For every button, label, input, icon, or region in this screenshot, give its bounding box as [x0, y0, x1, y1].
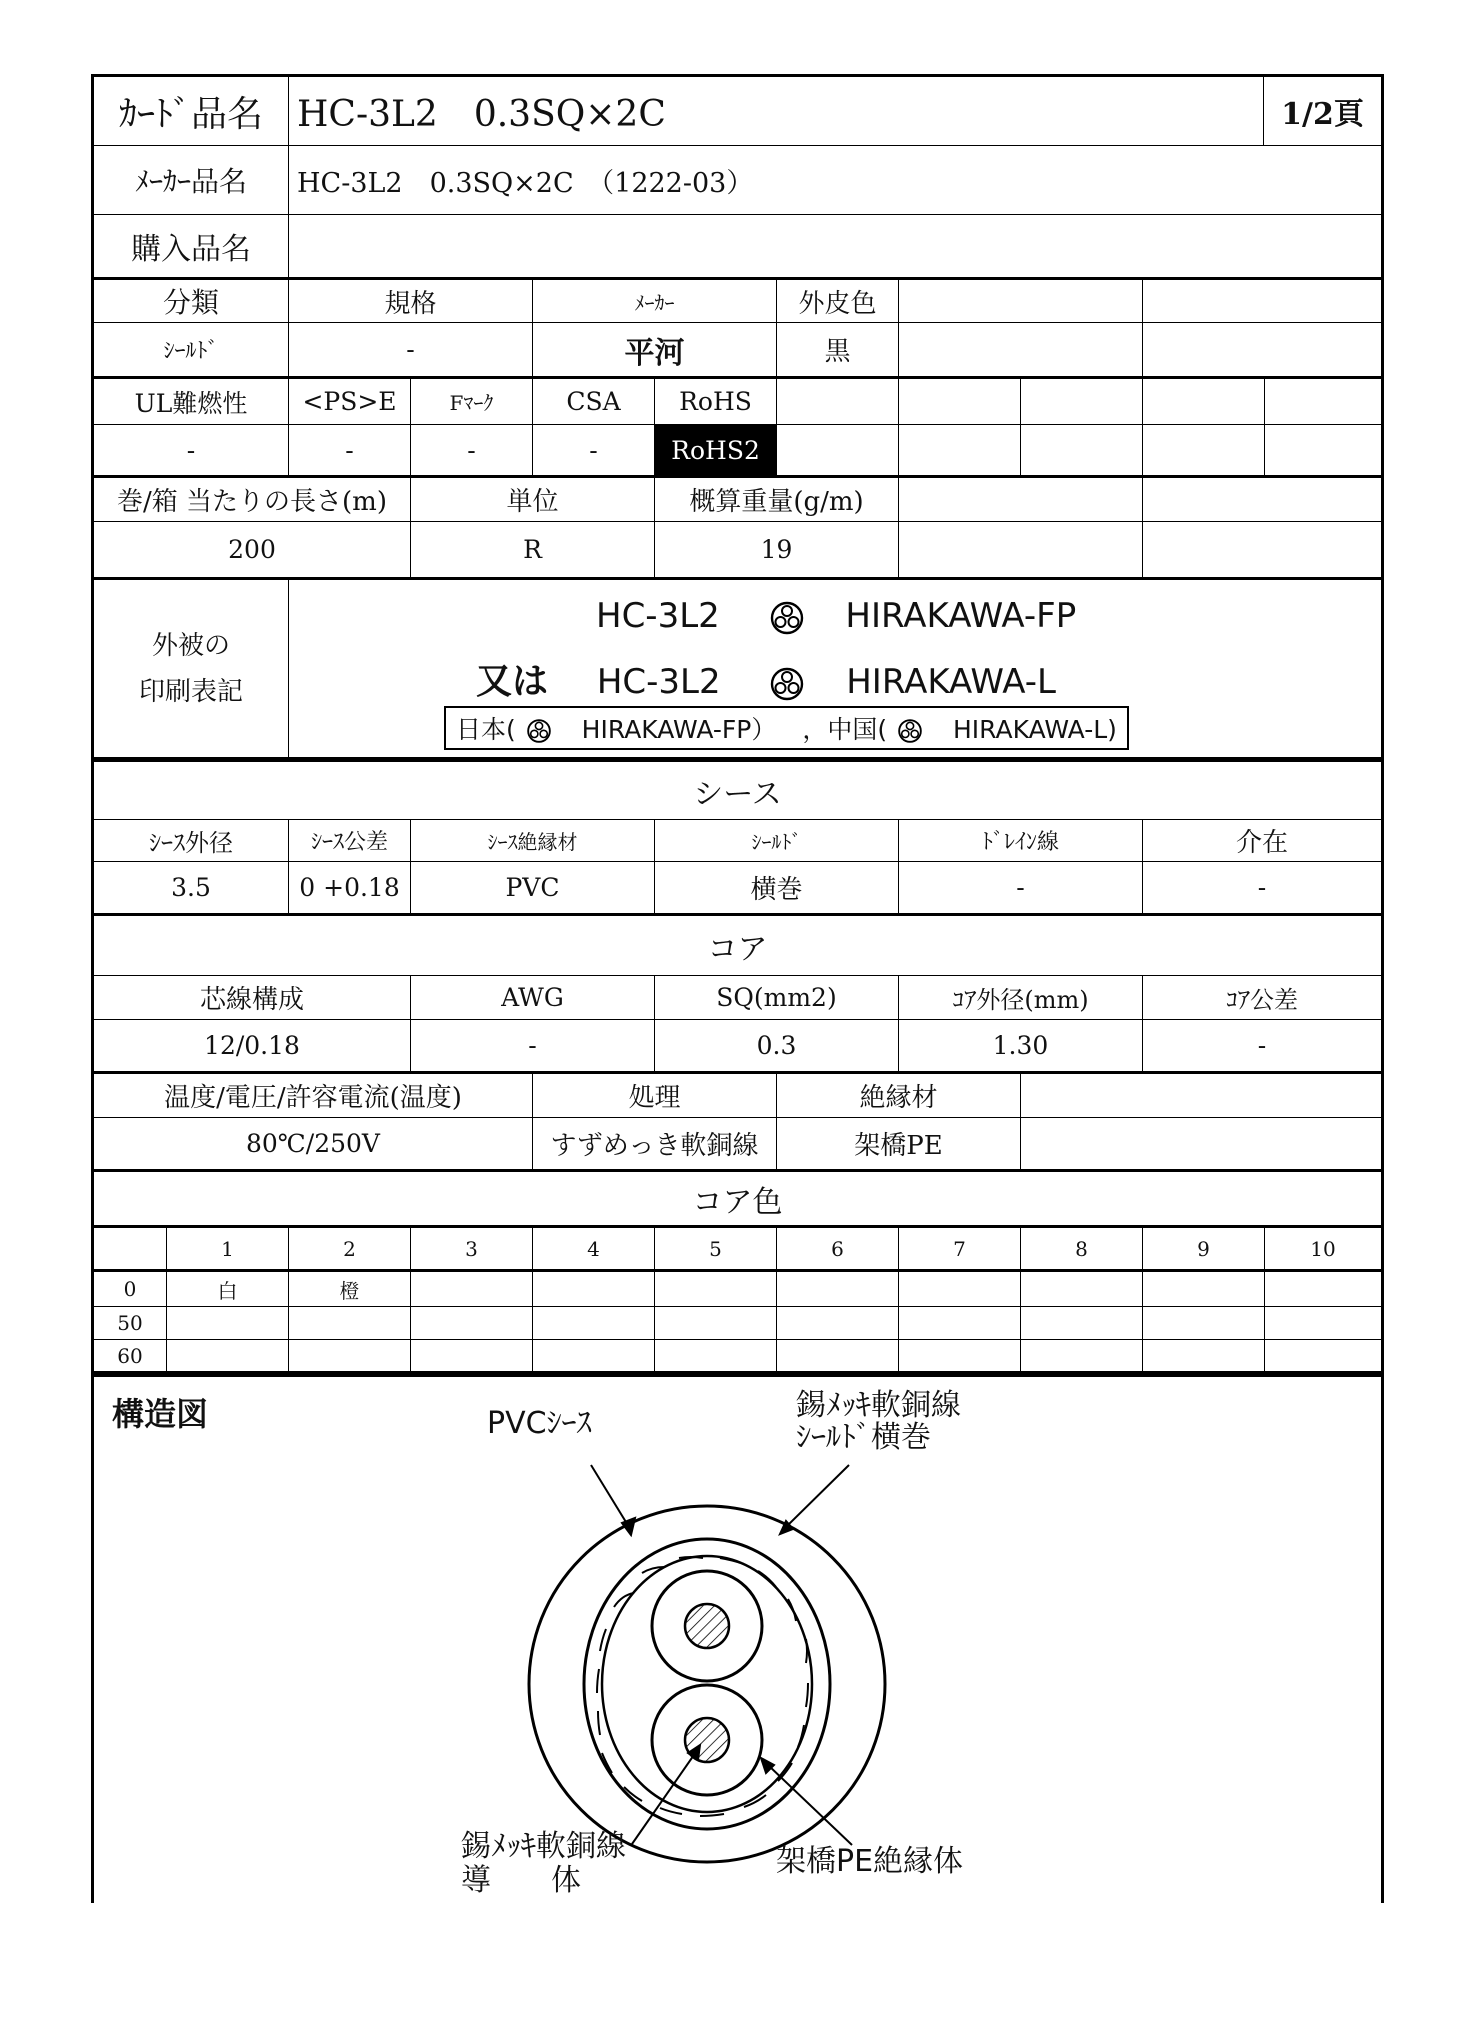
printing-or: 又は: [476, 661, 549, 702]
core-color-cell: [167, 1340, 289, 1374]
unit-value: R: [411, 522, 655, 578]
empty-cell: [777, 379, 899, 425]
temperature-header: 温度/電圧/許容電流(温度): [94, 1074, 533, 1118]
core-color-cell: [1021, 1272, 1143, 1307]
printing-model-2: HC-3L2: [596, 662, 721, 702]
empty-cell: [1021, 425, 1143, 478]
core-color-cell: [777, 1307, 899, 1340]
printing-japan-brand: HIRAKAWA-FP）: [581, 715, 777, 744]
weight-header: 概算重量(g/m): [655, 478, 899, 522]
core-header-row: [91, 976, 1384, 1020]
shield-header: ｼｰﾙﾄﾞ: [655, 820, 899, 862]
core-color-cell: [655, 1307, 777, 1340]
printing-line1: [596, 596, 1076, 636]
structure-diagram: [91, 1374, 1384, 1903]
card-name-label: ｶｰﾄﾞ品名: [94, 77, 289, 146]
treatment-value: すずめっき軟銅線: [533, 1118, 777, 1172]
temperature-header-row: [91, 1074, 1384, 1118]
classification-header-row: [91, 280, 1384, 323]
pse-mark-icon: [897, 718, 923, 744]
purchase-name-label: 購入品名: [94, 215, 289, 280]
core-title: コア: [94, 916, 1381, 976]
core-color-cell: [411, 1272, 533, 1307]
pse-mark-icon: [526, 718, 552, 744]
sheath-title-row: [91, 760, 1384, 820]
standard-header: 規格: [289, 280, 533, 323]
empty-cell: [1143, 323, 1381, 379]
core-color-title-row: [91, 1172, 1384, 1228]
awg-header: AWG: [411, 976, 655, 1020]
card-name-row: [91, 74, 1384, 146]
filler-value: -: [1143, 862, 1381, 916]
core-color-cell: [289, 1307, 411, 1340]
label-pvc-sheath: PVCｼｰｽ: [487, 1406, 592, 1441]
printing-label-line2: 印刷表記: [138, 676, 243, 707]
label-shield-line2: ｼｰﾙﾄﾞ横巻: [796, 1420, 931, 1455]
label-shield-line1: 錫ﾒｯｷ軟銅線: [796, 1388, 961, 1423]
core-title-row: [91, 916, 1384, 976]
core-od-header: ｺｱ外径(mm): [899, 976, 1143, 1020]
f-mark-value: -: [411, 425, 533, 478]
strand-value: 12/0.18: [94, 1020, 411, 1074]
rohs-header: RoHS: [655, 379, 777, 425]
cable-cross-section: [94, 1377, 1381, 1903]
sheath-color-header: 外皮色: [777, 280, 899, 323]
core-color-cell: [899, 1307, 1021, 1340]
printing-label: [94, 580, 289, 760]
core-color-cell: [777, 1340, 899, 1374]
ul-value: -: [94, 425, 289, 478]
spec-sheet: [91, 74, 1384, 1903]
core-color-col: 4: [533, 1228, 655, 1272]
core-color-row: [91, 1307, 1384, 1340]
core-color-cell: [899, 1340, 1021, 1374]
printing-brand-1: HIRAKAWA-FP: [845, 596, 1077, 636]
printing-japan: 日本(: [456, 715, 516, 744]
empty-cell: [899, 323, 1143, 379]
printing-line2: [476, 653, 1056, 704]
sq-header: SQ(mm2): [655, 976, 899, 1020]
maker-value: 平河: [533, 323, 777, 379]
pse-header: <PS>E: [289, 379, 411, 425]
sheath-value-row: [91, 862, 1384, 916]
pse-value: -: [289, 425, 411, 478]
sheath-title: シース: [94, 762, 1381, 820]
printing-area: [289, 580, 1381, 760]
core-color-col: 10: [1265, 1228, 1381, 1272]
label-insulation: 架橋PE絶縁体: [776, 1844, 964, 1879]
empty-cell: [1265, 379, 1381, 425]
length-value: 200: [94, 522, 411, 578]
sq-value: 0.3: [655, 1020, 899, 1074]
card-name-value: HC-3L2 0.3SQ×2C: [289, 77, 1264, 146]
core-color-col: 1: [167, 1228, 289, 1272]
core-color-cell: [899, 1272, 1021, 1307]
sheath-material-value: PVC: [411, 862, 655, 916]
core-color-cell: [533, 1340, 655, 1374]
insulation-header: 絶縁材: [777, 1074, 1021, 1118]
printing-row: [91, 578, 1384, 760]
core-color-cell: [533, 1272, 655, 1307]
core-color-row-label: 50: [94, 1307, 167, 1340]
core-color-cell: [1265, 1340, 1381, 1374]
empty-cell: [899, 379, 1021, 425]
printing-brand-2: HIRAKAWA-L: [846, 662, 1056, 702]
core-color-cell: [1265, 1307, 1381, 1340]
ul-header: UL難燃性: [94, 379, 289, 425]
weight-value: 19: [655, 522, 899, 578]
core-color-col: 2: [289, 1228, 411, 1272]
label-conductor-line2: 導 体: [461, 1863, 581, 1898]
awg-value: -: [411, 1020, 655, 1074]
standard-value: -: [289, 323, 533, 379]
sheath-material-header: ｼｰｽ絶縁材: [411, 820, 655, 862]
sheath-color-value: 黒: [777, 323, 899, 379]
pse-mark-icon: [769, 600, 805, 636]
core-color-cell: [655, 1340, 777, 1374]
core-od-value: 1.30: [899, 1020, 1143, 1074]
standards-header-row: [91, 379, 1384, 425]
sheath-header-row: [91, 820, 1384, 862]
core-color-cell: [1021, 1340, 1143, 1374]
core-color-cell: [289, 1340, 411, 1374]
printing-label-line1: 外被の: [151, 630, 230, 661]
core-color-cell: [655, 1272, 777, 1307]
sheath-od-header: ｼｰｽ外径: [94, 820, 289, 862]
classification-value: ｼｰﾙﾄﾞ: [94, 323, 289, 379]
core-color-cell: [167, 1307, 289, 1340]
empty-cell: [1143, 522, 1381, 578]
empty-cell: [899, 478, 1143, 522]
core-color-row-label: 60: [94, 1340, 167, 1374]
core-color-col: 9: [1143, 1228, 1265, 1272]
empty-cell: [1021, 1074, 1381, 1118]
sheath-od-value: 3.5: [94, 862, 289, 916]
core-color-cell: [1265, 1272, 1381, 1307]
insulation-value: 架橋PE: [777, 1118, 1021, 1172]
core-color-row: [91, 1272, 1384, 1307]
length-header-row: [91, 478, 1384, 522]
core-color-col: 8: [1021, 1228, 1143, 1272]
f-mark-header: Fﾏｰｸ: [411, 379, 533, 425]
core-color-cell: [1143, 1340, 1265, 1374]
empty-cell: [1021, 379, 1143, 425]
core-value-row: [91, 1020, 1384, 1074]
purchase-name-row: [91, 215, 1384, 280]
core-color-header-row: [91, 1228, 1384, 1272]
core-color-cell: [1143, 1272, 1265, 1307]
drain-header: ﾄﾞﾚｲﾝ線: [899, 820, 1143, 862]
unit-header: 単位: [411, 478, 655, 522]
csa-header: CSA: [533, 379, 655, 425]
core-color-col: 5: [655, 1228, 777, 1272]
core-color-col: 7: [899, 1228, 1021, 1272]
temperature-value: 80℃/250V: [94, 1118, 533, 1172]
core-tolerance-header: ｺｱ公差: [1143, 976, 1381, 1020]
length-value-row: [91, 522, 1384, 578]
treatment-header: 処理: [533, 1074, 777, 1118]
conductor-upper: [685, 1604, 729, 1648]
printing-region-box: [444, 706, 1129, 750]
core-tolerance-value: -: [1143, 1020, 1381, 1074]
core-color-col: 3: [411, 1228, 533, 1272]
page-number: 1/2頁: [1264, 77, 1381, 146]
classification-value-row: [91, 323, 1384, 379]
maker-header: ﾒｰｶｰ: [533, 280, 777, 323]
length-header: 巻/箱 当たりの長さ(m): [94, 478, 411, 522]
csa-value: -: [533, 425, 655, 478]
purchase-name-value: [289, 215, 1381, 280]
core-color-cell: [411, 1307, 533, 1340]
core-color-cell: [533, 1307, 655, 1340]
empty-cell: [1143, 425, 1265, 478]
standards-value-row: [91, 425, 1384, 478]
printing-china: ，中国(: [802, 715, 888, 744]
core-color-cell: [411, 1340, 533, 1374]
empty-cell: [1143, 478, 1381, 522]
maker-name-row: [91, 146, 1384, 215]
empty-cell: [899, 425, 1021, 478]
pse-mark-icon: [769, 666, 805, 702]
shield-value: 横巻: [655, 862, 899, 916]
core-color-row-label: 0: [94, 1272, 167, 1307]
core-color-row: [91, 1340, 1384, 1374]
core-color-title: コア色: [94, 1172, 1381, 1228]
empty-cell: [899, 522, 1143, 578]
empty-cell: [1143, 379, 1265, 425]
core-color-corner: [94, 1228, 167, 1272]
label-conductor-line1: 錫ﾒｯｷ軟銅線: [461, 1829, 626, 1864]
printing-china-brand: HIRAKAWA-L): [953, 715, 1117, 744]
empty-cell: [1143, 280, 1381, 323]
sheath-tolerance-value: 0 +0.18: [289, 862, 411, 916]
empty-cell: [899, 280, 1143, 323]
core-color-col: 6: [777, 1228, 899, 1272]
empty-cell: [1021, 1118, 1381, 1172]
core-color-cell: 白: [167, 1272, 289, 1307]
diagram-title: 構造図: [112, 1395, 209, 1433]
maker-name-value: HC-3L2 0.3SQ×2C （1222-03）: [289, 146, 1381, 215]
core-color-cell: 橙: [289, 1272, 411, 1307]
printing-model-1: HC-3L2: [596, 596, 720, 636]
core-color-cell: [1143, 1307, 1265, 1340]
core-color-cell: [777, 1272, 899, 1307]
rohs-value: RoHS2: [655, 425, 777, 478]
maker-name-label: ﾒｰｶｰ品名: [94, 146, 289, 215]
empty-cell: [1265, 425, 1381, 478]
drain-value: -: [899, 862, 1143, 916]
empty-cell: [777, 425, 899, 478]
core-color-cell: [1021, 1307, 1143, 1340]
temperature-value-row: [91, 1118, 1384, 1172]
filler-header: 介在: [1143, 820, 1381, 862]
sheath-tolerance-header: ｼｰｽ公差: [289, 820, 411, 862]
classification-header: 分類: [94, 280, 289, 323]
strand-header: 芯線構成: [94, 976, 411, 1020]
